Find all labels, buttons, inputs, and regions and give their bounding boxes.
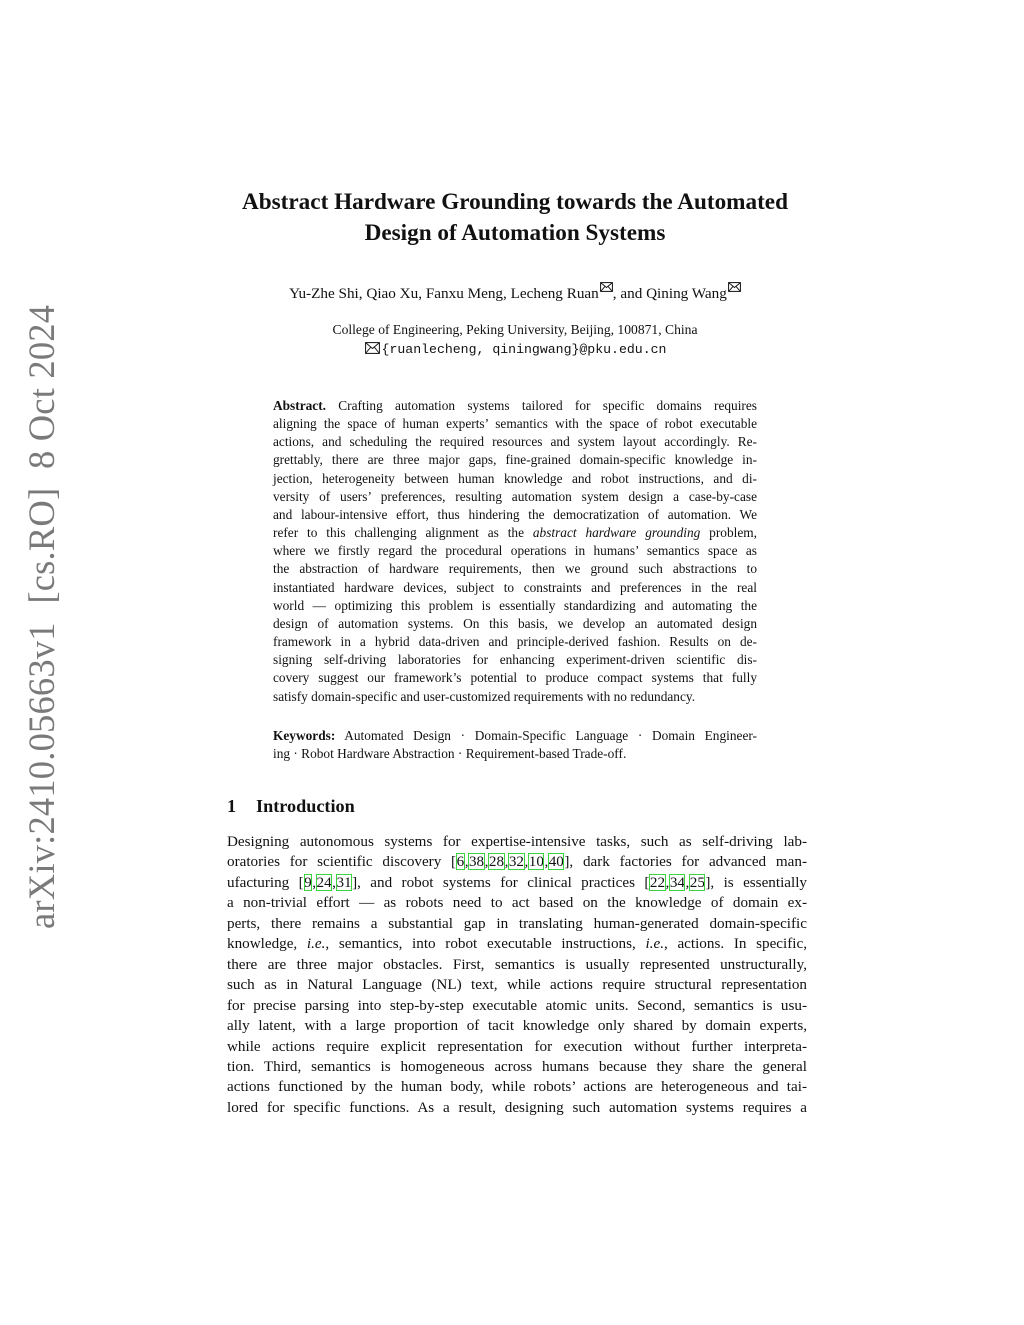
author-list xyxy=(200,282,830,304)
text-line: there are three major obstacles. First, semantics is usually represented unstructurally, xyxy=(227,955,807,973)
citation-link[interactable]: 38 xyxy=(468,853,485,871)
abstract-line: actions, and scheduling the required resources and system layout accordingly. Re- xyxy=(273,434,757,450)
affiliation: College of Engineering, Peking University, Beijing, 100871, China xyxy=(332,322,698,337)
citation-link[interactable]: 28 xyxy=(488,853,505,871)
text-line: perts, there remains a substantial gap in translating human-generated domain-specific xyxy=(227,914,807,932)
abstract xyxy=(273,397,757,706)
abstract-line: signing self-driving laboratories for enhancing experiment-driven scientific dis- xyxy=(273,652,757,668)
citation-link[interactable]: 40 xyxy=(548,853,564,871)
abstract-line: versity of users’ preferences, resulting automation system design a case-by-case xyxy=(273,488,757,504)
text-line: oratories for scientific discovery [6,38,28,32,10,40], dark factories for advanced man- xyxy=(227,853,807,871)
text-line: actions functioned by the human body, while robots’ actions are heterogeneous and tai- xyxy=(227,1078,807,1096)
authors-part-2: , and Qining Wang xyxy=(612,285,727,303)
envelope-icon xyxy=(600,282,613,292)
emphasis-ie: i.e. xyxy=(645,935,664,953)
citation-link[interactable]: 22 xyxy=(649,873,666,891)
paper-title xyxy=(200,187,830,249)
text-line: lored for specific functions. As a result, designing such automation systems requires a xyxy=(227,1098,807,1116)
citation-link[interactable]: 10 xyxy=(528,853,544,871)
text-line: for precise parsing into step-by-step executable atomic units. Second, semantics is usu- xyxy=(227,996,807,1014)
text-line: Designing autonomous systems for expertise-intensive tasks, such as self-driving lab- xyxy=(227,833,807,850)
email-addresses[interactable]: {ruanlecheng, qiningwang}@pku.edu.cn xyxy=(381,342,667,357)
abstract-line: Crafting automation systems tailored for specific domains requires xyxy=(326,398,757,413)
abstract-line: satisfy domain-specific and user-customized requirements with no redundancy. xyxy=(273,688,696,704)
abstract-line: aligning the space of human experts’ semantics with the space of robot executable xyxy=(273,416,757,432)
citation-link[interactable]: 9 xyxy=(304,873,312,891)
abstract-label: Abstract. xyxy=(273,398,326,413)
text-line: a non-trivial effort — as robots need to act based on the knowledge of domain ex- xyxy=(227,894,807,912)
section-heading xyxy=(227,794,807,818)
abstract-line: where we firstly regard the procedural operations in humans’ semantics space as xyxy=(273,543,757,559)
abstract-line: and labour-intensive effort, thus hindering the democratization of automation. We xyxy=(273,506,757,522)
text-line: while actions require explicit representation for execution without further interpreta- xyxy=(227,1037,807,1055)
keywords-line: ing · Robot Hardware Abstraction · Requirement-based Trade-off. xyxy=(273,746,627,762)
abstract-line: design of automation systems. On this basis, we develop an automated design xyxy=(273,615,757,631)
keywords xyxy=(273,727,757,763)
abstract-line: refer to this challenging alignment as the abstract hardware grounding problem, xyxy=(273,525,757,541)
title-line-2: Design of Automation Systems xyxy=(364,220,666,246)
citation-link[interactable]: 32 xyxy=(508,853,524,871)
authors-part-1: Yu-Zhe Shi, Qiao Xu, Fanxu Meng, Lecheng Ruan xyxy=(289,285,599,303)
email-line xyxy=(200,340,830,359)
keywords-line: Automated Design · Domain-Specific Language · Domain Engineer- xyxy=(335,728,757,743)
abstract-line: jection, heterogeneity between human knowledge and robot instructions, and di- xyxy=(273,470,757,486)
abstract-line: the abstraction of hardware requirements, then we ground such abstractions to xyxy=(273,561,757,577)
keywords-label: Keywords: xyxy=(273,728,336,743)
citation-link[interactable]: 25 xyxy=(689,873,705,891)
citation-link[interactable]: 34 xyxy=(669,873,685,891)
text-line: knowledge, i.e., semantics, into robot executable instructions, i.e., actions. In specific, xyxy=(227,935,807,953)
citation-link[interactable]: 6 xyxy=(456,853,465,871)
citation-link[interactable]: 31 xyxy=(336,873,352,891)
abstract-line: covery suggest our framework’s potential to produce compact systems that fully xyxy=(273,670,757,686)
section-title: Introduction xyxy=(256,796,355,816)
envelope-icon xyxy=(728,282,741,292)
text-line: such as in Natural Language (NL) text, while actions require structural representation xyxy=(227,976,807,994)
emphasis-term: abstract hardware grounding xyxy=(532,525,701,541)
intro-paragraph xyxy=(227,832,807,1118)
citation-link[interactable]: 24 xyxy=(316,873,332,891)
envelope-icon xyxy=(365,342,380,354)
abstract-line: world — optimizing this problem is essentially standardizing and automating the xyxy=(273,597,757,613)
text-line: ufacturing [9,24,31], and robot systems for clinical practices [22,34,25], is essentially xyxy=(227,873,807,891)
abstract-line: instantiated hardware devices, subject to constraints and preferences in the real xyxy=(273,579,757,595)
text-line: ally latent, with a large proportion of tacit knowledge only shared by domain experts, xyxy=(227,1017,807,1035)
text-line: tion. Third, semantics is homogeneous across humans because they share the general xyxy=(227,1057,807,1075)
arxiv-stamp: arXiv:2410.05663v1 [cs.RO] 8 Oct 2024 xyxy=(21,304,62,929)
title-line-1: Abstract Hardware Grounding towards the Automated xyxy=(242,189,788,215)
emphasis-ie: i.e. xyxy=(306,935,326,953)
abstract-line: grettably, there are three major gaps, fine-grained domain-specific knowledge in- xyxy=(273,452,757,468)
abstract-line: framework in a hybrid data-driven and principle-derived fashion. Results on de- xyxy=(273,634,757,650)
section-number: 1 xyxy=(227,796,237,816)
